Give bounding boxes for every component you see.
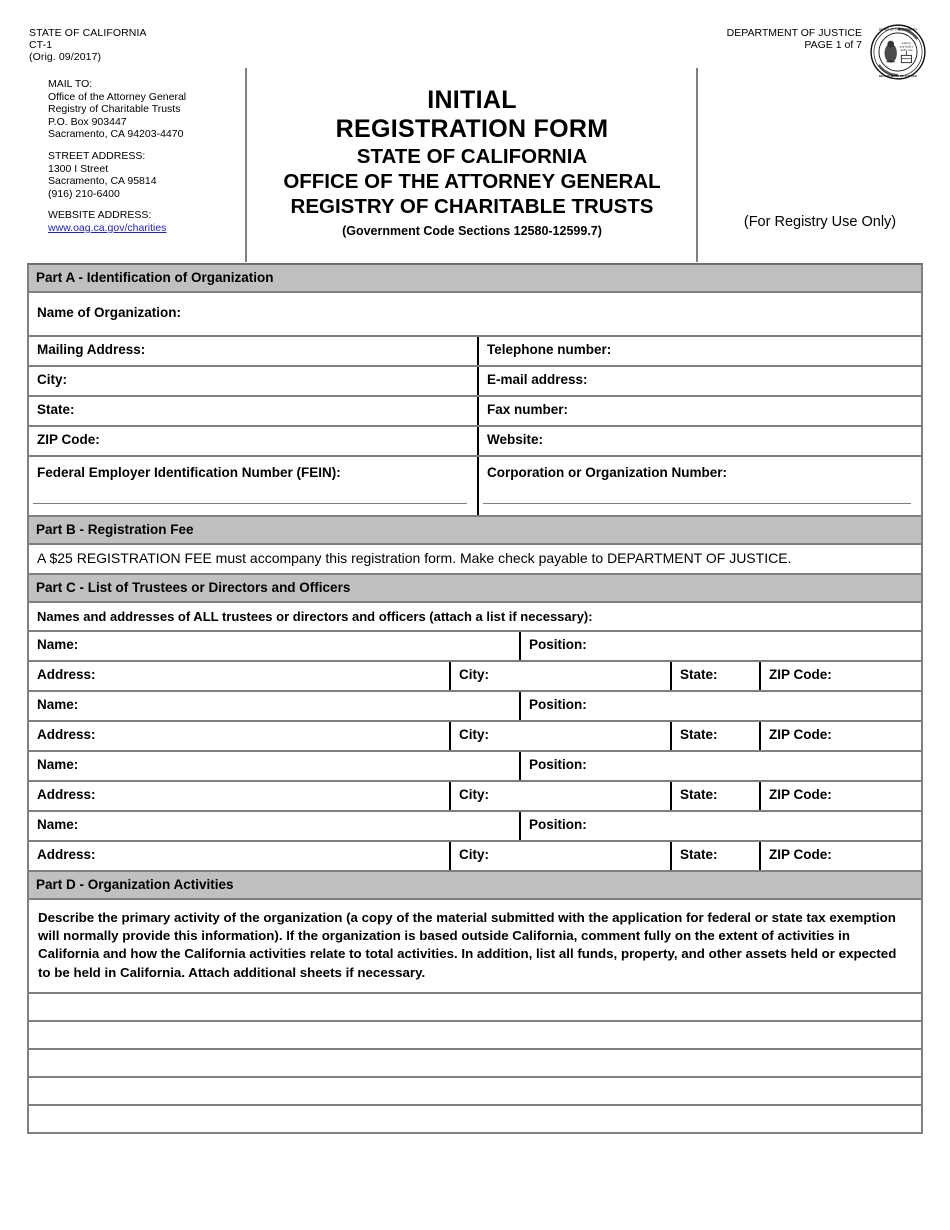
trustee-3-position-field[interactable]: Position: <box>519 752 921 780</box>
part-d-heading: Part D - Organization Activities <box>29 872 921 898</box>
part-c-heading: Part C - List of Trustees or Directors and Officers <box>29 575 921 601</box>
svg-text:OFFICE OF THE ATTORNEY: OFFICE OF THE ATTORNEY <box>878 27 918 32</box>
activities-write-line-2[interactable] <box>29 1022 921 1048</box>
title-citation: (Government Code Sections 12580-12599.7) <box>342 224 602 238</box>
activities-write-line-4[interactable] <box>29 1078 921 1104</box>
part-d-blank-row[interactable] <box>29 1050 921 1078</box>
registration-form-table <box>27 263 923 1134</box>
registration-fee-text: A $25 REGISTRATION FEE must accompany this registration form. Make check payable to DEPARTMENT OF JUSTICE. <box>37 550 792 566</box>
trustee-4-name-field[interactable]: Name: <box>37 817 79 832</box>
trustee-name-row[interactable] <box>29 632 921 662</box>
part-d-blank-row[interactable] <box>29 1022 921 1050</box>
part-d-blank-row[interactable] <box>29 1106 921 1132</box>
trustee-name-row[interactable] <box>29 692 921 722</box>
trustee-1-zip-field[interactable]: ZIP Code: <box>759 662 921 690</box>
trustee-2-position-field[interactable]: Position: <box>519 692 921 720</box>
registry-use-only-label: (For Registry Use Only) <box>743 214 897 230</box>
mail-to-line-3: P.O. Box 903447 <box>48 115 127 128</box>
trustee-3-state-field[interactable]: State: <box>670 782 759 810</box>
corporation-number-write-line <box>483 503 911 505</box>
state-row[interactable] <box>29 397 921 427</box>
form-code: CT-1 <box>29 39 53 52</box>
telephone-number-field[interactable]: Telephone number: <box>477 337 921 365</box>
trustee-2-address-field[interactable]: Address: <box>37 727 96 742</box>
part-d-instruction-row <box>29 900 921 994</box>
trustee-3-address-field[interactable]: Address: <box>37 787 96 802</box>
org-name-row[interactable] <box>29 293 921 337</box>
part-d-header-row <box>29 872 921 900</box>
fein-field[interactable] <box>29 457 477 515</box>
svg-text:under law: under law <box>900 47 913 52</box>
trustee-1-position-field[interactable]: Position: <box>519 632 921 660</box>
street-line-1: 1300 I Street <box>48 162 109 175</box>
trustee-4-position-field[interactable]: Position: <box>519 812 921 840</box>
street-address-label: STREET ADDRESS: <box>48 149 146 162</box>
trustee-4-state-field[interactable]: State: <box>670 842 759 870</box>
trustee-1-address-field[interactable]: Address: <box>37 667 96 682</box>
header-divider-right <box>696 68 698 262</box>
part-d-blank-row[interactable] <box>29 994 921 1022</box>
svg-text:Liberty: Liberty <box>901 41 911 46</box>
trustee-3-zip-field[interactable]: ZIP Code: <box>759 782 921 810</box>
trustee-name-row[interactable] <box>29 812 921 842</box>
trustee-2-state-field[interactable]: State: <box>670 722 759 750</box>
website-address-label: WEBSITE ADDRESS: <box>48 209 152 222</box>
doj-seal-icon <box>870 24 926 80</box>
fein-write-line <box>33 503 467 505</box>
part-a-header-row <box>29 265 921 293</box>
trustee-address-row[interactable] <box>29 842 921 872</box>
header-right-meta <box>727 27 862 51</box>
title-line-registration-form: REGISTRATION FORM <box>335 115 609 143</box>
activities-write-line-1[interactable] <box>29 994 921 1020</box>
svg-text:and justice: and justice <box>899 44 914 49</box>
form-title-block <box>248 86 696 238</box>
mail-to-label: MAIL TO: <box>48 78 93 90</box>
mailing-address-row[interactable] <box>29 337 921 367</box>
trustee-name-row[interactable] <box>29 752 921 782</box>
part-b-fee-row <box>29 545 921 575</box>
trustee-3-name-field[interactable]: Name: <box>37 757 79 772</box>
email-address-field[interactable]: E-mail address: <box>477 367 921 395</box>
activities-write-line-5[interactable] <box>29 1106 921 1132</box>
part-d-blank-row[interactable] <box>29 1078 921 1106</box>
fein-label: Federal Employer Identification Number (FEIN): <box>37 465 341 480</box>
city-field[interactable]: City: <box>37 372 67 387</box>
trustee-4-address-field[interactable]: Address: <box>37 847 96 862</box>
street-phone: (916) 210-6400 <box>48 187 120 200</box>
state-field[interactable]: State: <box>37 402 75 417</box>
trustee-3-city-field[interactable]: City: <box>449 782 670 810</box>
form-header <box>0 0 950 238</box>
activities-write-line-3[interactable] <box>29 1050 921 1076</box>
state-label: STATE OF CALIFORNIA <box>29 27 147 39</box>
part-c-instruction-row <box>29 603 921 632</box>
zip-code-field[interactable]: ZIP Code: <box>37 432 100 447</box>
title-line-state: STATE OF CALIFORNIA <box>356 145 588 168</box>
part-c-header-row <box>29 575 921 603</box>
contact-info-block <box>48 78 186 235</box>
trustee-address-row[interactable] <box>29 662 921 692</box>
title-line-office: OFFICE OF THE ATTORNEY GENERAL <box>283 170 661 193</box>
trustee-4-zip-field[interactable]: ZIP Code: <box>759 842 921 870</box>
trustee-2-city-field[interactable]: City: <box>449 722 670 750</box>
fein-row[interactable] <box>29 457 921 517</box>
spacer <box>48 141 186 150</box>
name-of-organization-field[interactable]: Name of Organization: <box>37 305 182 320</box>
city-row[interactable] <box>29 367 921 397</box>
department-label: DEPARTMENT OF JUSTICE <box>726 27 862 39</box>
trustee-address-row[interactable] <box>29 782 921 812</box>
website-link[interactable]: www.oag.ca.gov/charities <box>48 221 167 234</box>
zip-code-row[interactable] <box>29 427 921 457</box>
fax-number-field[interactable]: Fax number: <box>477 397 921 425</box>
trustee-4-city-field[interactable]: City: <box>449 842 670 870</box>
mail-to-line-4: Sacramento, CA 94203-4470 <box>48 128 184 141</box>
part-a-heading: Part A - Identification of Organization <box>29 265 921 291</box>
spacer <box>48 200 186 209</box>
trustee-address-row[interactable] <box>29 722 921 752</box>
mail-to-line-1: Office of the Attorney General <box>48 90 187 103</box>
street-line-2: Sacramento, CA 95814 <box>48 175 157 188</box>
corporation-number-field[interactable] <box>477 457 921 515</box>
trustees-instruction: Names and addresses of ALL trustees or directors and officers (attach a list if necessary): <box>37 609 593 624</box>
organization-activities-instruction: Describe the primary activity of the organization (a copy of the material submitted with the application for federal or state tax exemption will normally provide this information). If the organization is based outside California, comment fully on the extent of activities in California and how the California activities relate to total activities. In addition, list all funds, property, and other assets held or expected to be held in California. Attach additional sheets if necessary. <box>38 910 897 980</box>
mail-to-line-2: Registry of Charitable Trusts <box>48 103 181 116</box>
form-orig-date: (Orig. 09/2017) <box>29 51 102 64</box>
trustee-1-city-field[interactable]: City: <box>449 662 670 690</box>
trustee-2-zip-field[interactable]: ZIP Code: <box>759 722 921 750</box>
part-b-heading: Part B - Registration Fee <box>29 517 921 543</box>
header-divider-left <box>245 68 247 262</box>
trustee-1-name-field[interactable]: Name: <box>37 637 79 652</box>
corporation-number-label: Corporation or Organization Number: <box>487 465 728 480</box>
website-field[interactable]: Website: <box>477 427 921 455</box>
title-line-initial: INITIAL <box>427 86 517 114</box>
title-line-registry: REGISTRY OF CHARITABLE TRUSTS <box>290 195 654 218</box>
trustee-2-name-field[interactable]: Name: <box>37 697 79 712</box>
svg-text:DEPARTMENT OF JUSTICE: DEPARTMENT OF JUSTICE <box>879 74 917 79</box>
page-indicator: PAGE 1 of 7 <box>804 39 862 52</box>
header-left-meta <box>29 27 147 64</box>
trustee-1-state-field[interactable]: State: <box>670 662 759 690</box>
mailing-address-field[interactable]: Mailing Address: <box>37 342 146 357</box>
part-b-header-row <box>29 517 921 545</box>
